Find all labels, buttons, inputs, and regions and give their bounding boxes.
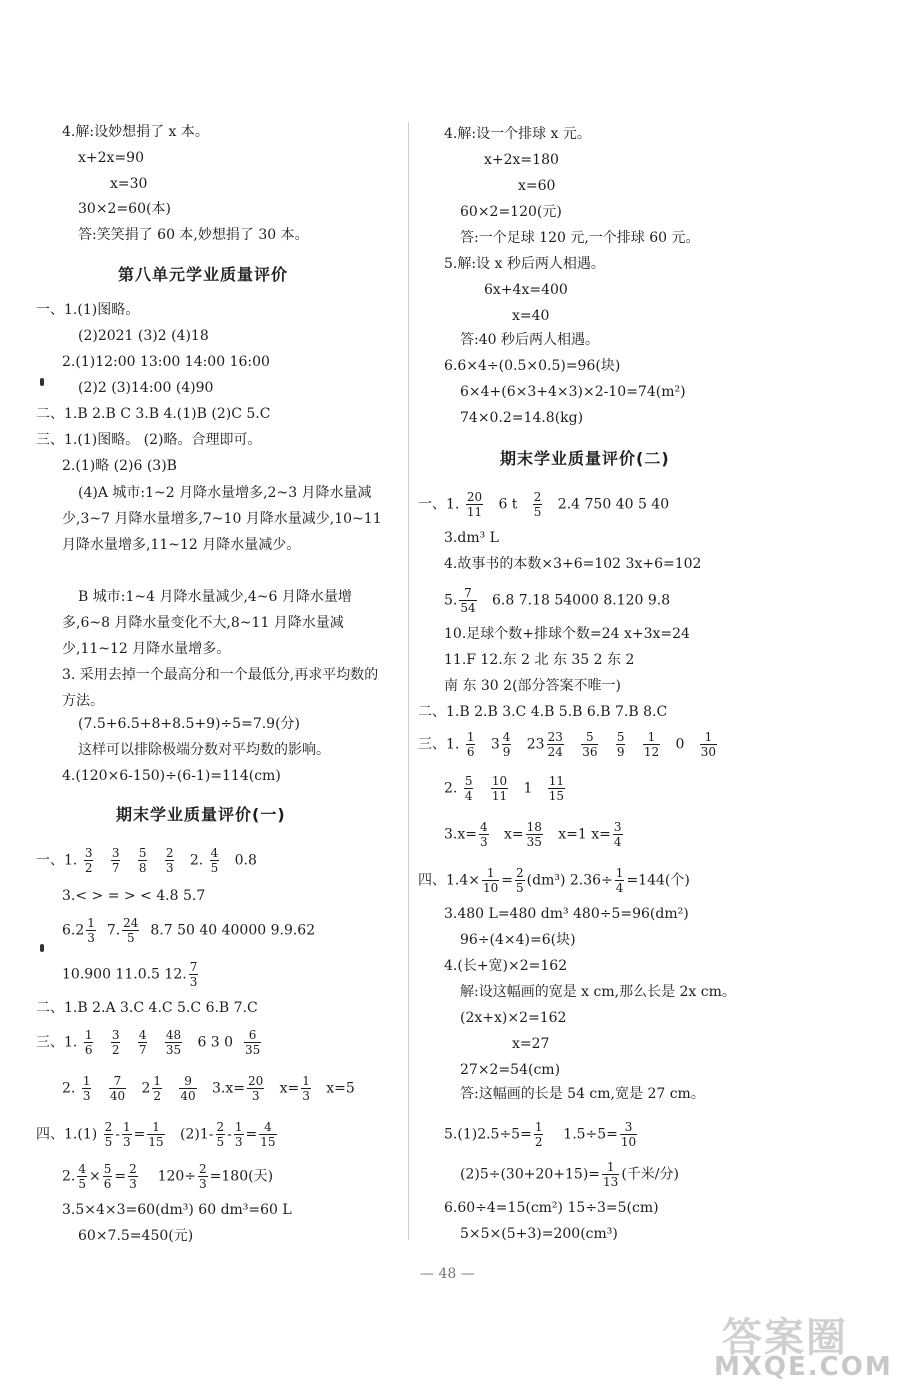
fraction: $\frac{1}{3}$ [123,1120,131,1149]
fraction: $\frac{2}{3}$ [129,1162,137,1191]
text-line: 答:40 秒后两人相遇。 [460,332,599,348]
text-line: 11.F 12.东 2 北 东 35 2 东 2 [444,652,635,668]
text-line: 这样可以排除极端分数对平均数的影响。 [78,742,330,758]
fraction: $\frac{1}{10}$ [483,866,499,895]
text-line: 2.(1)12:00 13:00 14:00 16:00 [62,354,270,370]
fraction: $\frac{1}{3}$ [234,1120,243,1149]
text-line: 4.故事书的本数×3+6=102 3x+6=102 [444,556,702,572]
text-line: 30×2=60(本) [78,201,171,217]
text-line: (2)2 (3)14:00 (4)90 [78,380,214,396]
answer-row: 3.x= $\frac{4}{3}$ x= $\frac{18}{35}$ x=1 x= $\frac{3}{4}$ [444,820,622,849]
text-line: 4.(长+宽)×2=162 [444,958,568,974]
answer-row: (2)5÷(30+20+15)= $\frac{1}{13}$ (千米/分) [460,1160,679,1189]
text-line: x=40 [512,308,550,324]
text-line: (7.5+6.5+8+8.5+9)÷5=7.9(分) [78,716,301,732]
text-line: 一、1.(1)图略。 [36,302,140,318]
text-line: (2x+x)×2=162 [460,1010,567,1026]
fraction: $\frac{1}{2}$ [534,1120,543,1149]
text-line: 5×5×(5+3)=200(cm³) [460,1226,618,1242]
fraction: $\frac{48}{35}$ [165,1028,182,1057]
answer-row: 5. $\frac{7}{54}$ 6.8 7.18 54000 8.120 9.8 [444,586,671,615]
fraction: $\frac{1}{3}$ [302,1074,310,1103]
value: 0.8 [234,852,257,869]
fraction: $\frac{3}{10}$ [620,1120,637,1149]
fraction: $\frac{1}{15}$ [148,1120,164,1149]
text-line: 答:这幅画的长是 54 cm,宽是 27 cm。 [460,1086,705,1102]
answer-row: 三、1. $\frac{1}{6}$ $\frac{3}{2}$ $\frac{4}{7}$ $\frac{48}{35}$ 6 3 0 $\frac{6}{35}$ [36,1028,261,1057]
fraction: $\frac{18}{35}$ [526,820,542,849]
text-line: 3.dm³ L [444,530,499,546]
fraction: $\frac{5}{36}$ [582,730,598,759]
text-line: 答:笑笑捐了 60 本,妙想捐了 30 本。 [78,227,309,243]
paragraph: 3. 采用去掉一个最高分和一个最低分,再求平均数的方法。 [62,667,379,709]
text-line: 3.5×4×3=60(dm³) 60 dm³=60 L [62,1202,292,1218]
fraction: $\frac{7}{3}$ [189,960,198,989]
text-line: 10.足球个数+排球个数=24 x+3x=24 [444,626,690,642]
text-line: 96÷(4×4)=6(块) [460,932,576,948]
text-line: 二、1.B 2.A 3.C 4.C 5.C 6.B 7.C [36,1000,258,1016]
fraction: $\frac{1}{6}$ [466,730,475,759]
fraction: $\frac{7}{40}$ [109,1074,126,1103]
fraction: $\frac{2}{5}$ [516,866,524,895]
fraction: $\frac{5}{8}$ [138,846,147,875]
fraction: $\frac{2}{3}$ [165,846,174,875]
fraction: $\frac{3}{7}$ [111,846,120,875]
fraction: $\frac{2}{5}$ [533,490,542,519]
text-line: 答:一个足球 120 元,一个排球 60 元。 [460,230,700,246]
fraction: $\frac{2}{5}$ [104,1120,113,1149]
section-heading: 期末学业质量评价(二) [500,449,670,468]
fraction: $\frac{24}{5}$ [123,916,139,945]
fraction: $\frac{1}{30}$ [700,730,717,759]
answer-row: 三、1. $\frac{1}{6}$ 3 $\frac{4}{9}$ 23 $\frac{23}{24}$ $\frac{5}{36}$ $\frac{5}{9}$ $\frac{1}{12}$ 0 $\frac{1}{30}$ [418,730,717,759]
text-line: 4.(120×6-150)÷(6-1)=114(cm) [62,768,281,784]
text-line: 二、1.B 2.B 3.C 4.B 5.B 6.B 7.B 8.C [418,704,668,720]
answer-row: 10.900 11.0.5 12. $\frac{7}{3}$ [62,960,198,989]
text-line: (2)2021 (3)2 (4)18 [78,328,209,344]
fraction: $\frac{1}{3}$ [82,1074,91,1103]
answer-row: 2. $\frac{1}{3}$ $\frac{7}{40}$ 2 $\frac{1}{2}$ $\frac{9}{40}$ 3.x= $\frac{20}{3}$ x= $\frac{1}{3}$ x=5 [62,1074,355,1103]
answer-row: 2. $\frac{5}{4}$ $\frac{10}{11}$ 1 $\frac{11}{15}$ [444,774,565,803]
text-line: x=27 [512,1036,550,1052]
text-line: 5.解:设 x 秒后两人相遇。 [444,256,605,272]
fraction: $\frac{4}{5}$ [210,846,219,875]
fraction: $\frac{4}{5}$ [78,1162,86,1191]
watermark-text: MXQE.COM [714,1352,893,1382]
fraction: $\frac{4}{9}$ [502,730,511,759]
answer-row: 四、1.4× $\frac{1}{10}$ = $\frac{2}{5}$ (dm³) 2.36÷ $\frac{1}{4}$ =144(个) [418,866,690,895]
section-heading: 期末学业质量评价(一) [116,805,286,824]
answer-row [36,846,257,875]
fraction: $\frac{3}{4}$ [613,820,622,849]
text-line: 4.解:设妙想捐了 x 本。 [62,124,209,140]
text-line: 6.6×4÷(0.5×0.5)=96(块) [444,358,621,374]
fraction: $\frac{6}{35}$ [244,1028,261,1057]
paragraph: B 城市:1~4 月降水量减少,4~6 月降水量增多,6~8 月降水量变化不大,8~11 月降水量减少,11~12 月降水量增多。 [62,589,352,657]
fraction: $\frac{4}{3}$ [479,820,488,849]
fraction: $\frac{3}{2}$ [111,1028,120,1057]
fraction: $\frac{1}{4}$ [615,866,624,895]
text-line: 3.< > = > < 4.8 5.7 [62,888,206,904]
text-line: 3.480 L=480 dm³ 480÷5=96(dm²) [444,906,689,922]
label: 一、1. [36,852,78,869]
text-line: 6x+4x=400 [484,282,568,298]
fraction: $\frac{1}{3}$ [87,916,95,945]
fraction: $\frac{1}{2}$ [153,1074,162,1103]
answer-row: 一、1. $\frac{20}{11}$ 6 t $\frac{2}{5}$ 2.4 750 40 5 40 [418,490,670,519]
text-line: 南 东 30 2(部分答案不唯一) [444,678,621,694]
fraction: $\frac{20}{11}$ [466,490,483,519]
text-line: 6×4+(6×3+4×3)×2-10=74(m²) [460,384,686,400]
text-line: 60×2=120(元) [460,204,562,220]
text-line: 二、1.B 2.B C 3.B 4.(1)B (2)C 5.C [36,406,271,422]
text-line: x+2x=90 [78,150,144,166]
fraction: $\frac{5}{4}$ [464,774,473,803]
text-line: 27×2=54(cm) [460,1062,561,1078]
page-number: — 48 — [420,1266,475,1282]
fraction: $\frac{1}{6}$ [84,1028,93,1057]
section-heading: 第八单元学业质量评价 [118,265,289,284]
ink-mark [40,944,44,952]
paragraph: (4)A 城市:1~2 月降水量增多,2~3 月降水量减少,3~7 月降水量增多,7~10 月降水量减少,10~11 月降水量增多,11~12 月降水量减少。 [62,485,382,553]
fraction: $\frac{23}{24}$ [547,730,563,759]
answer-row: 四、1.(1) $\frac{2}{5}$ - $\frac{1}{3}$ = $\frac{1}{15}$ (2)1- $\frac{2}{5}$ - $\frac{1}{3}$ = $\frac{4}{15}$ [36,1120,276,1149]
answer-row: 5.(1)2.5÷5= $\frac{1}{2}$ 1.5÷5= $\frac{3}{10}$ [444,1120,637,1149]
text-line: 60×7.5=450(元) [78,1228,194,1244]
fraction: $\frac{4}{15}$ [260,1120,276,1149]
fraction: $\frac{2}{5}$ [216,1120,225,1149]
fraction: $\frac{7}{54}$ [460,586,476,615]
fraction: $\frac{4}{7}$ [138,1028,147,1057]
label: 2. [189,852,204,869]
fraction: $\frac{10}{11}$ [491,774,508,803]
ink-mark [40,378,44,386]
fraction: $\frac{1}{13}$ [603,1160,619,1189]
text-line: x+2x=180 [484,152,559,168]
fraction: $\frac{3}{2}$ [84,846,93,875]
text-line: 74×0.2=14.8(kg) [460,410,584,426]
text-line: 6.60÷4=15(cm²) 15÷3=5(cm) [444,1200,659,1216]
watermark-logo: 答案圈 [722,1315,848,1361]
text-line: 三、1.(1)图略。 (2)略。合理即可。 [36,432,262,448]
text-line: x=60 [518,178,556,194]
answer-row: 2. $\frac{4}{5}$ × $\frac{5}{6}$ = $\frac{2}{3}$ 120÷ $\frac{2}{3}$ =180(天) [62,1162,274,1191]
fraction: $\frac{2}{3}$ [199,1162,207,1191]
text-line: x=30 [110,176,148,192]
text-line: 2.(1)略 (2)6 (3)B [62,458,177,474]
text-line: 4.解:设一个排球 x 元。 [444,126,591,142]
column-divider [408,122,409,1240]
fraction: $\frac{5}{9}$ [616,730,625,759]
fraction: $\frac{11}{15}$ [548,774,565,803]
fraction: $\frac{5}{6}$ [103,1162,112,1191]
fraction: $\frac{20}{3}$ [248,1074,264,1103]
fraction: $\frac{1}{12}$ [643,730,660,759]
fraction: $\frac{9}{40}$ [180,1074,196,1103]
answer-row: 6.2 $\frac{1}{3}$ 7. $\frac{24}{5}$ 8.7 50 40 40000 9.9.62 [62,916,316,945]
text-line: 解:设这幅画的宽是 x cm,那么长是 2x cm。 [460,984,736,1000]
